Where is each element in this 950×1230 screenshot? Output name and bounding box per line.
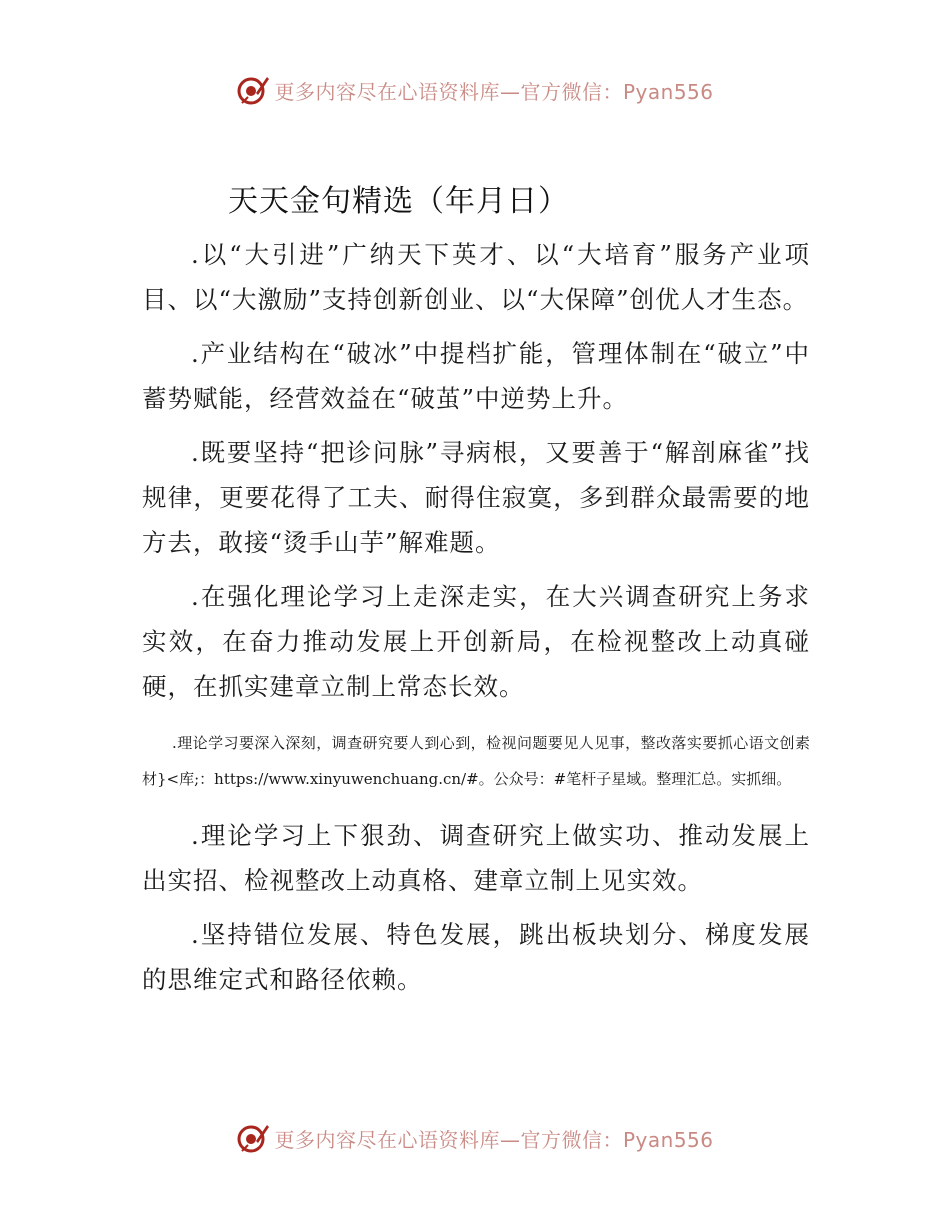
- footer-banner-text: 更多内容尽在心语资料库—官方微信：Pyan556: [274, 1127, 714, 1152]
- wechat-id: Pyan556: [622, 1127, 714, 1152]
- pen-logo-icon: [236, 73, 270, 107]
- wechat-id: Pyan556: [622, 79, 714, 104]
- paragraph-2: .产业结构在“破冰”中提档扩能，管理体制在“破立”中蓄势赋能，经营效益在“破茧”中逆势上升。: [142, 339, 810, 413]
- paragraph-4: .在强化理论学习上走深走实，在大兴调查研究上务求实效，在奋力推动发展上开创新局，在检视整改上动真碰硬，在抓实建章立制上常态长效。: [142, 582, 810, 701]
- pen-logo-icon: [236, 1121, 270, 1155]
- page-title: 天天金句精选（年月日）: [228, 184, 569, 219]
- header-banner-text: 更多内容尽在心语资料库—官方微信：Pyan556: [274, 79, 714, 104]
- paragraph-5-small: .理论学习要深入深刻，调查研究要人到心到，检视问题要见人见事，整改落实要抓心语文创素材}<库;：https://www.xinyuwenchuang.cn/#。公众号：#笔杆子星域。整理汇总。实抓细。: [142, 734, 810, 788]
- paragraph-7: .坚持错位发展、特色发展，跳出板块划分、梯度发展的思维定式和路径依赖。: [142, 920, 810, 994]
- paragraph-1: .以“大引进”广纳天下英才、以“大培育”服务产业项目、以“大激励”支持创新创业、以“大保障”创优人才生态。: [142, 240, 810, 314]
- paragraph-6: .理论学习上下狠劲、调查研究上做实功、推动发展上出实招、检视整改上动真格、建章立制上见实效。: [142, 821, 810, 895]
- paragraph-3: .既要坚持“把诊问脉”寻病根，又要善于“解剖麻雀”找规律，更要花得了工夫、耐得住寂寞，多到群众最需要的地方去，敢接“烫手山芋”解难题。: [142, 438, 810, 557]
- footer-banner: [0, 1118, 950, 1158]
- header-banner: [0, 70, 950, 110]
- document-body: [142, 232, 810, 1002]
